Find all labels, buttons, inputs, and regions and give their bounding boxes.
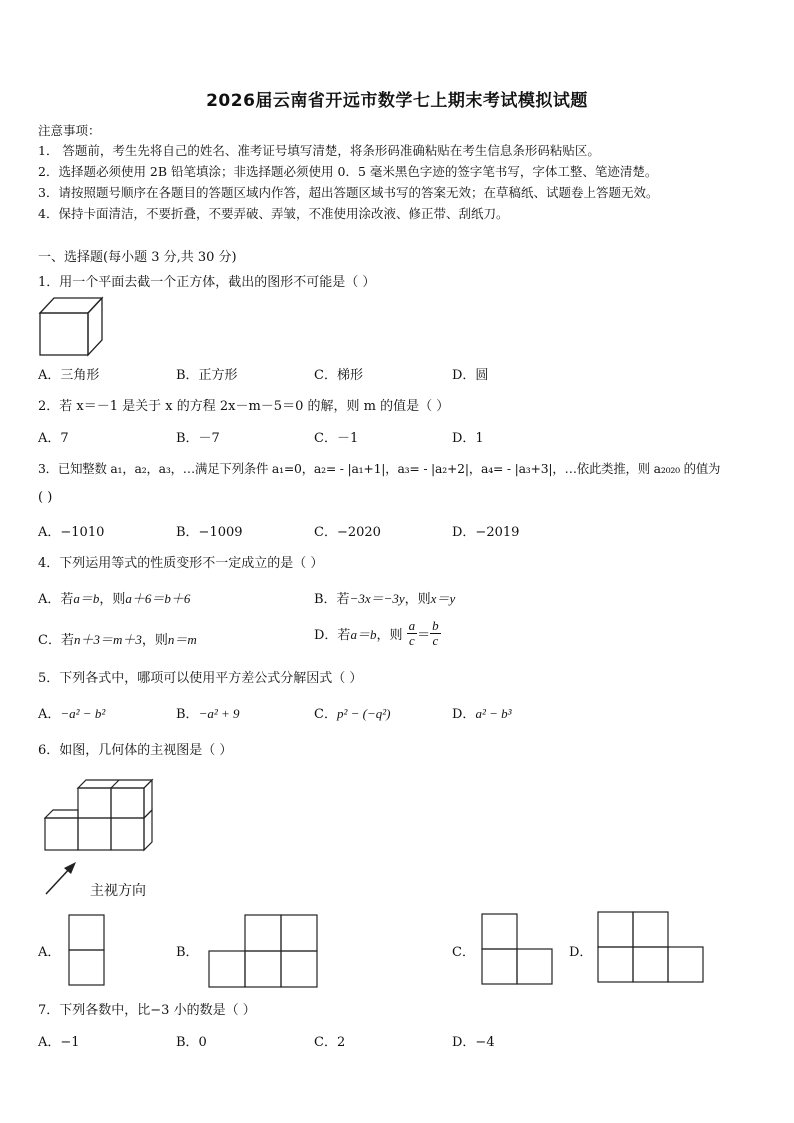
q2-option-c[interactable]: C．－1 (314, 431, 359, 446)
q5-option-b[interactable] (176, 703, 240, 722)
q4-stem: 4．下列运用等式的性质变形不一定成立的是（ ） (38, 556, 324, 571)
q4-a-cond: a＝b (73, 591, 100, 606)
q4-d-cond: a＝b (350, 627, 377, 642)
q6-option-c[interactable]: C． (452, 945, 475, 960)
direction-label: 主视方向 (90, 883, 146, 899)
q4-a-result: a＋6＝b＋6 (125, 591, 191, 606)
q7-stem: 7．下列各数中，比−3 小的数是（ ） (38, 1003, 256, 1018)
q7-option-a[interactable]: A．−1 (38, 1035, 80, 1050)
q4-a-mid: ，则 (99, 592, 126, 607)
q4-d-fraction-right: $\frac{b}{c}$ (432, 618, 439, 648)
q5-d-expr: a² − b³ (475, 706, 512, 721)
q1-option-c[interactable]: C．梯形 (314, 368, 363, 383)
notice-item-3: 3．请按照题号顺序在各题目的答题区域内作答，超出答题区域书写的答案无效；在草稿纸、试题卷上答题无效。 (38, 185, 659, 200)
stacked-cubes-figure (38, 770, 158, 860)
q6-option-b[interactable]: B． (176, 945, 199, 960)
q5-b-expr: −a² + 9 (198, 706, 240, 721)
q4-b-result: x＝y (430, 591, 456, 606)
notice-heading: 注意事项： (38, 123, 101, 138)
q7-option-d[interactable]: D．−4 (452, 1035, 495, 1050)
q6-stem: 6．如图，几何体的主视图是（ ） (38, 743, 233, 758)
q4-b-prefix: B．若 (314, 592, 350, 607)
q4-d-prefix: D．若 (314, 628, 351, 643)
q5-c-label: C． (314, 707, 337, 722)
q4-b-cond: −3x＝−3y (349, 591, 405, 606)
cube-figure (38, 296, 106, 358)
q3-option-a[interactable]: A．−1010 (38, 525, 105, 540)
q3-option-c[interactable]: C．−2020 (314, 525, 381, 540)
q3-stem: 3．已知整数 a₁，a₂，a₃，…满足下列条件 a₁=0，a₂= - |a₁+1|，a₃= - |a₂+2|，a₄= - |a₃+3|，…依此类推，则 a₂₀₂₀ 的值为 (38, 461, 721, 476)
q1-option-b[interactable]: B．正方形 (176, 368, 238, 383)
q5-b-label: B． (176, 707, 199, 722)
q5-c-expr: p² − (−q²) (336, 706, 391, 721)
q4-option-d[interactable] (314, 619, 441, 648)
q4-c-cond: n＋3＝m＋3 (73, 632, 142, 647)
q6-option-a[interactable]: A． (38, 945, 61, 960)
q6-option-d[interactable]: D． (569, 945, 593, 960)
q3-option-d[interactable]: D．−2019 (452, 525, 520, 540)
q3-stem-end: ( ) (38, 490, 53, 505)
q5-d-label: D． (452, 707, 476, 722)
q2-option-d[interactable]: D．1 (452, 431, 484, 446)
q4-d-mid: ，则 (376, 628, 403, 643)
q6-option-d-figure[interactable] (596, 910, 706, 986)
q4-c-mid: ，则 (141, 633, 168, 648)
page-title: 2026届云南省开远市数学七上期末考试模拟试题 (206, 91, 588, 111)
q4-a-prefix: A．若 (38, 592, 74, 607)
q5-stem: 5．下列各式中，哪项可以使用平方差公式分解因式（ ） (38, 671, 363, 686)
q4-option-b[interactable] (314, 588, 455, 607)
q4-d-fraction-left: $\frac{a}{c}$ (408, 618, 416, 648)
q2-stem: 2．若 x＝－1 是关于 x 的方程 2x－m－5＝0 的解，则 m 的值是（ ） (38, 399, 450, 414)
q1-option-a[interactable]: A．三角形 (38, 368, 100, 383)
q5-a-label: A． (38, 707, 61, 722)
q5-option-a[interactable] (38, 703, 105, 722)
q4-c-prefix: C．若 (38, 633, 74, 648)
q4-b-mid: ，则 (404, 592, 431, 607)
direction-arrow-icon (42, 858, 82, 898)
q6-option-a-figure[interactable] (67, 913, 107, 987)
q4-c-result: n＝m (167, 632, 197, 647)
notice-item-2: 2．选择题必须使用 2B 铅笔填涂；非选择题必须使用 0．5 毫米黑色字迹的签字笔书写，字体工整、笔迹清楚。 (38, 164, 658, 179)
q5-a-expr: −a² − b² (60, 706, 106, 721)
q3-option-b[interactable]: B．−1009 (176, 525, 243, 540)
q5-option-c[interactable] (314, 703, 390, 722)
q2-option-b[interactable]: B．－7 (176, 431, 220, 446)
q4-d-equals: ＝ (417, 628, 431, 643)
q7-option-b[interactable]: B．0 (176, 1035, 207, 1050)
section-heading: 一、选择题(每小题 3 分,共 30 分) (38, 250, 237, 265)
q6-option-b-figure[interactable] (207, 913, 319, 989)
q1-stem: 1．用一个平面去截一个正方体，截出的图形不可能是（ ） (38, 275, 376, 290)
q2-option-a[interactable]: A．7 (38, 431, 69, 446)
notice-item-4: 4．保持卡面清洁，不要折叠，不要弄破、弄皱，不准使用涂改液、修正带、刮纸刀。 (38, 206, 509, 221)
q4-option-c[interactable] (38, 629, 197, 648)
q7-option-c[interactable]: C．2 (314, 1035, 346, 1050)
notice-item-1: 1． 答题前，考生先将自己的姓名、准考证号填写清楚，将条形码准确粘贴在考生信息条形码粘贴区。 (38, 143, 600, 158)
q6-option-c-figure[interactable] (480, 912, 554, 986)
q5-option-d[interactable] (452, 703, 512, 722)
q4-option-a[interactable] (38, 588, 190, 607)
q1-option-d[interactable]: D．圆 (452, 368, 489, 383)
